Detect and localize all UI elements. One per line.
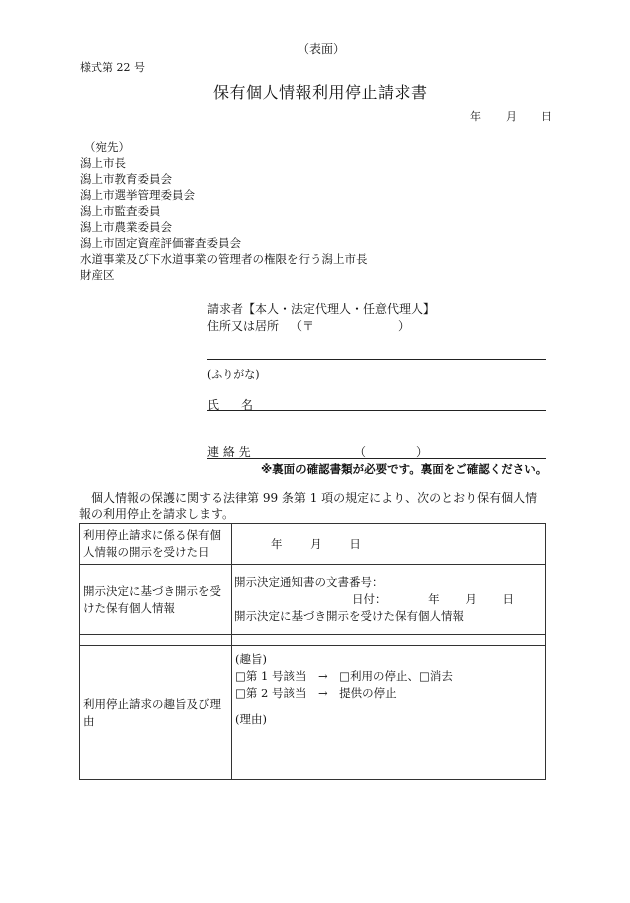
notice-year: 年	[428, 592, 440, 606]
purpose-reason-cell	[232, 646, 546, 780]
disclosed-info-label: 開示決定に基づき開示を受けた保有個人情報	[80, 565, 232, 635]
address-label: 住所又は居所	[207, 319, 280, 333]
intro-text: 個人情報の保護に関する法律第 99 条第 1 項の規定により、次のとおり保有個人情報の利用停止を請求します。	[79, 491, 538, 521]
notice-month: 月	[465, 592, 477, 606]
recipient-item: 潟上市教育委員会	[80, 172, 172, 186]
form-number: 様式第 22 号	[80, 61, 145, 74]
recipient-item: 潟上市監査委員	[80, 204, 161, 218]
postal-close: ）	[398, 319, 411, 333]
requester-type-label: 請求者【本人・法定代理人・任意代理人】	[207, 302, 436, 316]
request-table	[79, 523, 546, 780]
option-1-choice-b[interactable]: □消去	[419, 669, 453, 683]
name-label-2: 名	[241, 398, 254, 412]
purpose-label: (趣旨)	[235, 652, 267, 666]
table-row	[80, 565, 546, 635]
notice-date-label: 日付：	[352, 592, 387, 606]
disclosure-date-label: 利用停止請求に係る保有個人情報の開示を受けた日	[80, 524, 232, 565]
back-side-notice: ※裏面の確認書類が必要です。裏面をご確認ください。	[261, 462, 548, 476]
spacer-label-cell	[80, 635, 232, 646]
disclosure-date-cell[interactable]	[232, 524, 546, 565]
disclosure-year: 年	[271, 536, 283, 551]
recipient-item: 潟上市長	[80, 156, 126, 170]
date-day: 日	[541, 110, 552, 123]
date-month: 月	[506, 110, 517, 123]
side-label: （表面）	[297, 42, 346, 56]
address-line[interactable]	[207, 359, 546, 360]
doc-number-label[interactable]: 開示決定通知書の文書番号：	[234, 575, 384, 589]
date-year: 年	[470, 110, 481, 123]
reason-label[interactable]: (理由)	[235, 712, 267, 726]
disclosure-day: 日	[349, 536, 361, 551]
table-row	[80, 635, 546, 646]
recipients-heading: （宛先）	[84, 140, 130, 154]
postal-open: （〒	[290, 319, 315, 333]
recipient-item: 潟上市固定資産評価審査委員会	[80, 236, 241, 250]
option-2[interactable]	[235, 685, 542, 702]
option-2-prefix: □第 2 号該当 →	[235, 686, 340, 700]
contact-open: （	[354, 445, 367, 459]
contact-line[interactable]	[207, 458, 546, 459]
recipient-item: 潟上市農業委員会	[80, 220, 172, 234]
recipient-item: 水道事業及び下水道事業の管理者の権限を行う潟上市長	[80, 252, 368, 266]
page-title: 保有個人情報利用停止請求書	[213, 83, 428, 102]
name-label-1: 氏	[207, 398, 220, 412]
notice-day: 日	[502, 592, 514, 606]
name-line[interactable]	[207, 410, 546, 411]
table-row	[80, 646, 546, 780]
contact-close: ）	[416, 445, 429, 459]
option-1-choice-a[interactable]: □利用の停止、	[339, 669, 420, 683]
recipient-item: 潟上市選挙管理委員会	[80, 188, 195, 202]
option-2-choice: 提供の停止	[339, 686, 397, 700]
recipient-item: 財産区	[80, 268, 115, 282]
disclosure-month: 月	[310, 536, 322, 551]
option-1[interactable]	[235, 668, 542, 685]
furigana-label: (ふりがな)	[207, 368, 260, 381]
purpose-reason-label: 利用停止請求の趣旨及び理由	[80, 646, 232, 780]
contact-label: 連 絡 先	[207, 445, 251, 459]
disclosed-info-cell	[232, 565, 546, 635]
info-input-cell[interactable]	[232, 635, 546, 646]
table-row	[80, 524, 546, 565]
option-1-prefix: □第 1 号該当 →	[235, 669, 340, 683]
info-label: 開示決定に基づき開示を受けた保有個人情報	[234, 609, 464, 623]
